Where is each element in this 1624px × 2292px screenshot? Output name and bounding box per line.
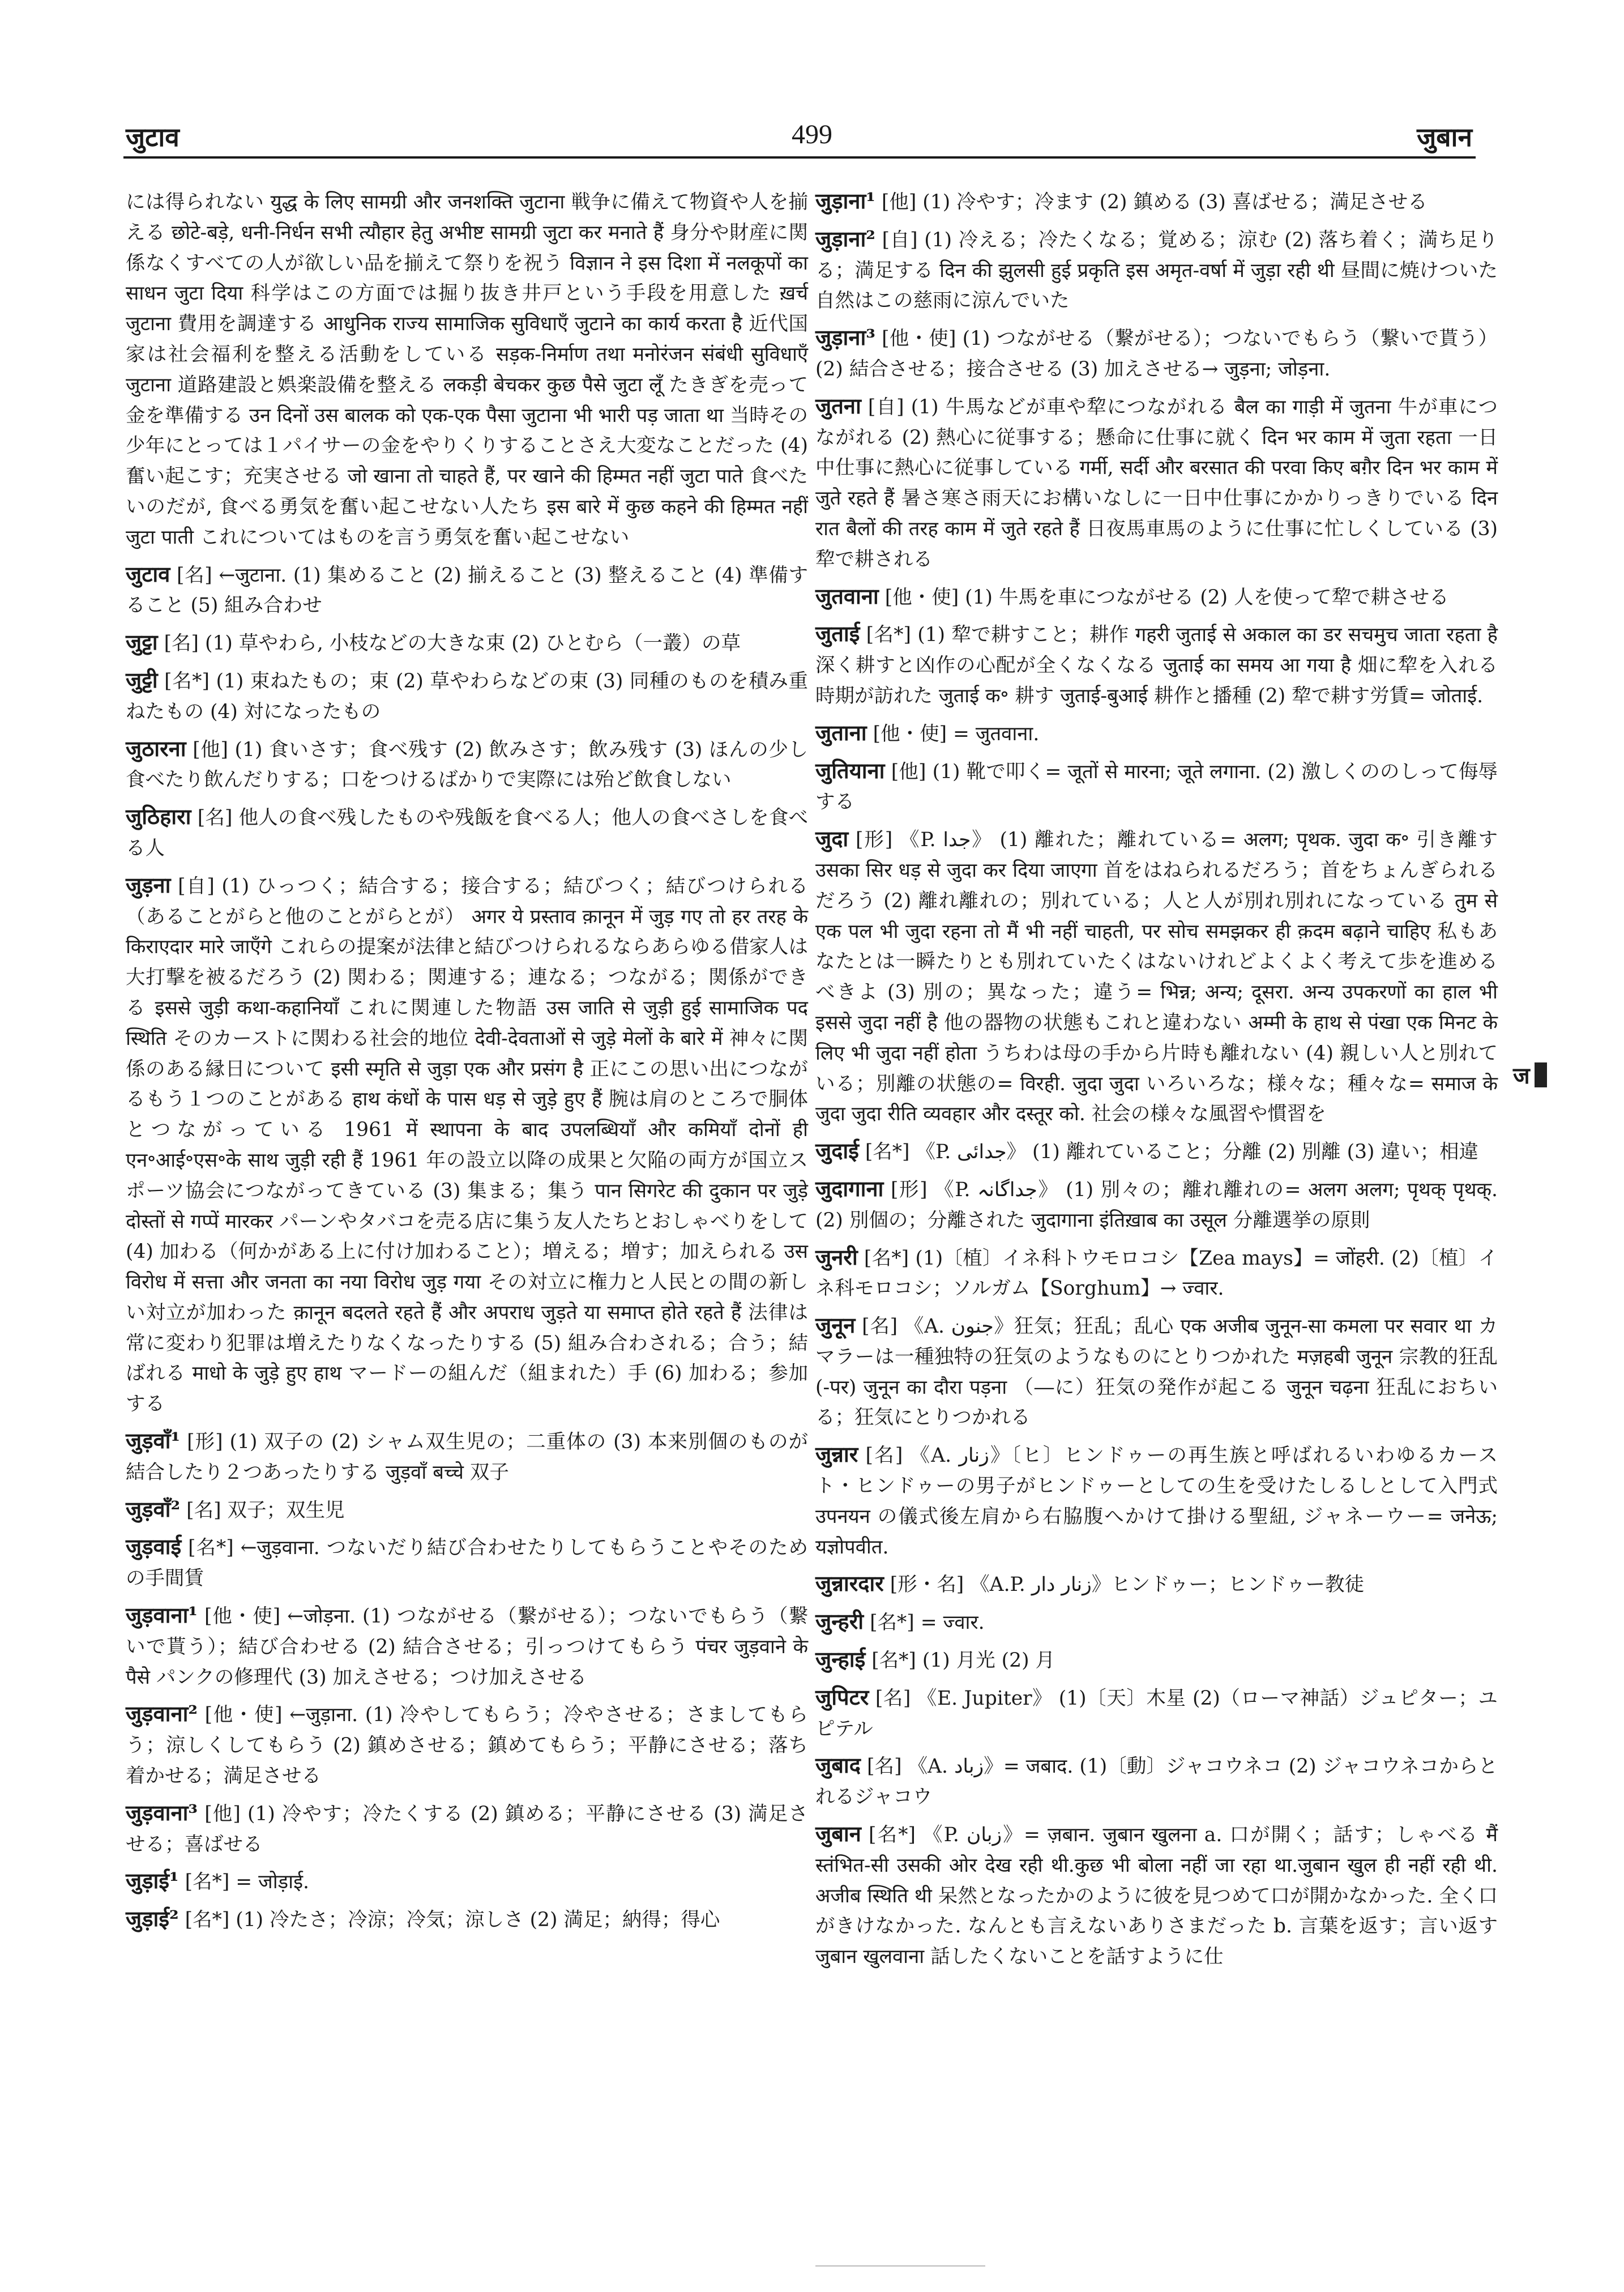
dictionary-entry xyxy=(126,186,808,553)
thumb-index-bar xyxy=(1535,1062,1547,1087)
entry-headword: जुनून xyxy=(815,1312,856,1338)
entry-definition: [他] (1) 冷やす；冷ます (2) 鎮める (3) 喜ばせる；満足させる xyxy=(881,191,1428,214)
entry-definition: [名*] = ज्वार. xyxy=(870,1611,985,1634)
dictionary-entry xyxy=(126,559,808,622)
entry-headword: जुड़वाना³ xyxy=(126,1799,198,1825)
dictionary-entry xyxy=(126,1494,808,1526)
thumb-index-tab xyxy=(1513,1059,1547,1090)
entry-definition: [名*] (1)〔植〕イネ科トウモロコシ【Zea mays】= जोंहरी. (2)〔植〕イネ科モロコシ；ソルガム【Sorghum】→ ज्वार. xyxy=(815,1247,1498,1300)
entry-headword: जुड़वाई xyxy=(126,1534,182,1560)
entry-definition: [他] (1) 冷やす；冷たくする (2) 鎮める；平静にさせる (3) 満足させる；喜ばせる xyxy=(126,1802,808,1856)
dictionary-entry xyxy=(815,1750,1498,1813)
dictionary-entry xyxy=(815,1242,1498,1305)
entry-headword: जुताई xyxy=(815,621,860,647)
dictionary-entry xyxy=(126,1698,808,1791)
entry-headword: जुतियाना xyxy=(815,757,885,783)
entry-definition: [形] 《P. جداگانہ》 (1) 別々の；離れ離れの= अलग अलग; पृथक् पृथक्. (2) 別個の；分離された जुदागाना इंतिख़ाब का उसूल 分離選挙の原則 xyxy=(815,1178,1498,1232)
dictionary-entry xyxy=(126,870,808,1420)
entry-headword: जुठारना xyxy=(126,735,186,761)
entry-headword: जुतना xyxy=(815,392,861,419)
entry-headword: जुदाई xyxy=(815,1138,859,1164)
entry-definition: [名*] 《P. جدائی》 (1) 離れていること；分離 (2) 別離 (3) 違い；相違 xyxy=(865,1141,1478,1164)
entry-definition: [名] 他人の食べ残したものや残飯を食べる人；他人の食べさしを食べる人 xyxy=(126,806,809,860)
entry-headword: जुट्टी xyxy=(126,667,158,693)
bottom-margin-line xyxy=(815,2265,985,2267)
entry-headword: जुड़वाँ² xyxy=(126,1496,181,1522)
entry-headword: जुन्हरी xyxy=(815,1608,864,1634)
dictionary-entry xyxy=(126,1866,808,1898)
dictionary-entry xyxy=(815,1682,1498,1745)
entry-headword: जुन्नार xyxy=(815,1441,858,1467)
entry-headword: जुदागाना xyxy=(815,1175,884,1201)
entry-definition: には得られない युद्ध के लिए सामग्री और जनशक्ति जुटाना 戦争に備えて物資や人を揃える छोटे-बड़े, धनी-निर्धन सभी त्यौहार हेतु अभीष्ट सामग्री जुटा कर मनाते हैं 身分や財産に関係なくすべての人が欲しい品を揃えて祭りを祝う विज्ञान ने इस दिशा में नलकूपों का साधन जुटा दिया 科学はこの方面では掘り抜き井戸という手段を用意した ख़र्च जुटाना 費用を調達する आधुनिक राज्य सामाजिक सुविधाएँ जुटाने का कार्य करता है 近代国家は社会福利を整える活動をしている सड़क-निर्माण तथा मनोरंजन संबंधी सुविधाएँ जुटाना 道路建設と娯楽設備を整える लकड़ी बेचकर कुछ पैसे जुटा लूँ たきぎを売って金を準備する उन दिनों उस बालक को एक-एक पैसा जुटाना भी भारी पड़ जाता था 当時その少年にとっては１パイサーの金をやりくりすることさえ大変なことだった (4) 奮い起こす；充実させる जो खाना तो चाहते हैं, पर खाने की हिम्मत नहीं जुटा पाते 食べたいのだが, 食べる勇気を奮い起こせない人たち इस बारे में कुछ कहने की हिम्मत नहीं जुटा पाती これについてはものを言う勇気を奮い起こせない xyxy=(126,191,808,549)
entry-headword: जुन्नारदार xyxy=(815,1570,884,1597)
entry-definition: [名*] (1) 犂で耕すこと；耕作 गहरी जुताई से अकाल का डर सचमुच जाता रहता है 深く耕すと凶作の心配が全くなくなる जुताई का समय आ गया है 畑に犂を入れる時期が訪れた जुताई क॰ 耕す जुताई-बुआई 耕作と播種 (2) 犂で耕す労賃= जोताई. xyxy=(815,624,1498,707)
dictionary-entry xyxy=(126,1425,808,1488)
entry-headword: जुपिटर xyxy=(815,1684,869,1710)
entry-headword: जुबान xyxy=(815,1821,861,1847)
dictionary-entry xyxy=(815,322,1498,385)
entry-headword: जुड़ाई² xyxy=(126,1906,179,1932)
entry-definition: [形] (1) 双子の (2) シャム双生児の；二重体の (3) 本来別個のものが結合したり２つあったりする जुड़वाँ बच्चे 双子 xyxy=(126,1431,809,1484)
entry-headword: जुड़ाना³ xyxy=(815,325,875,351)
entry-definition: [名*] (1) 束ねたもの；束 (2) 草やわらなどの束 (3) 同種のものを積み重ねたもの (4) 対になったもの xyxy=(126,669,809,723)
dictionary-entry xyxy=(815,756,1498,818)
entry-definition: [自] (1) 冷える；冷たくなる；覚める；涼む (2) 落ち着く；満ち足りる；満足する दिन की झुलसी हुई प्रकृति इस अमृत-वर्षा में जुड़ा रही थी 昼間に焼けついた自然はこの慈雨に涼んでいた xyxy=(815,228,1498,313)
dictionary-entry xyxy=(126,1600,808,1693)
entry-definition: [自] (1) ひっつく；結合する；接合する；結びつく；結びつけられる（あることがらと他のことがらとが） अगर ये प्रस्ताव क़ानून में जुड़ गए तो हर तरह के किराएदार मारे जाएँगे これらの提案が法律と結びつけられるならあらゆる借家人は大打撃を被るだろう (2) 関わる；関連する；連なる；つながる；関係ができる इससे जुड़ी कथा-कहानियाँ これに関連した物語 उस जाति से जुड़ी हुई सामाजिक पद स्थिति そのカーストに関わる社会的地位 देवी-देवताओं से जुड़े मेलों के बारे में 神々に関係のある縁日について इसी स्मृति से जुड़ा एक और प्रसंग है 正にこの思い出につながるもう１つのことがある हाथ कंधों के पास धड़ से जुड़े हुए हैं 腕は肩のところで胴体とつながっている 1961 में स्थापना के बाद उपलब्धियाँ और कमियाँ दोनों ही एन॰आई॰एस॰के साथ जुड़ी रही हैं 1961 年の設立以降の成果と欠陥の両方が国立スポーツ協会につながってきている (3) 集まる；集う पान सिगरेट की दुकान पर जुड़े दोस्तों से गप्पें मारकर パーンやタバコを売る店に集う友人たちとおしゃべりをして (4) 加わる（何かがある上に付け加わること）；増える；増す；加えられる उस विरोध में सत्ता और जनता का नया विरोध जुड़ गया その対立に権力と人民との間の新しい対立が加わった क़ानून बदलते रहते हैं और अपराध जुड़ते या समाप्त होते रहते हैं 法律は常に変わり犯罪は増えたりなくなったりする (5) 組み合わされる；合う；結ばれる माधो के जुड़े हुए हाथ マードーの組んだ（組まれた）手 (6) 加わる；参加する xyxy=(126,874,809,1416)
entry-headword: जुन्हाई xyxy=(815,1646,866,1672)
entry-headword: जुड़ाना¹ xyxy=(815,188,875,214)
entry-definition: [他] (1) 食いさす；食べ残す (2) 飲みさす；飲み残す (3) ほんの少し食べたり飲んだりする；口をつけるばかりで実際には殆ど飲食しない xyxy=(126,738,809,792)
entry-headword: जुनरी xyxy=(815,1244,858,1270)
left-column xyxy=(126,186,808,1941)
header-rule xyxy=(123,156,1476,159)
dictionary-entry xyxy=(126,1531,808,1594)
dictionary-entry xyxy=(815,581,1498,613)
entry-definition: [名*] 《P. زبان》= ज़बान. जुबान खुलना a. 口が開く；話す；しゃべる मैं स्तंभित-सी उसकी ओर देख रही थी.कुछ भी बोला नहीं जा रहा था.जुबान खुल ही नहीं रही थी. अजीब स्थिति थी 呆然となったかのように彼を見つめて口が開かなかった. 全く口がきけなかった. なんとも言えないありさまだった b. 言葉を返す；言い返す जुबान खुलवाना 話したくないことを話すように仕 xyxy=(815,1824,1498,1969)
page-number: 499 xyxy=(792,119,832,150)
dictionary-entry xyxy=(815,618,1498,711)
dictionary-entry xyxy=(815,1439,1498,1563)
dictionary-entry xyxy=(815,1819,1498,1973)
entry-definition: [形] 《P. جدا》 (1) 離れた；離れている= अलग; पृथक. जुदा क॰ 引き離す उसका सिर धड़ से जुदा कर दिया जाएगा 首をはねられるだろう；首をちょんぎられるだろう (2) 離れ離れの；別れている；人と人が別れ別れになっている तुम से एक पल भी जुदा रहना तो मैं भी नहीं चाहती, पर सोच समझकर ही क़दम बढ़ाने चाहिए 私もあなたとは一瞬たりとも別れていたくはないけれどよくよく考えて歩を進めるべきよ (3) 別の；異なった；違う= भिन्न; अन्य; दूसरा. अन्य उपकरणों का हाल भी इससे जुदा नहीं है 他の器物の状態もこれと違わない अम्मी के हाथ से पंखा एक मिनट के लिए भी जुदा नहीं होता うちわは母の手から片時も離れない (4) 親しい人と別れている；別離の状態の= विरही. जुदा जुदा いろいろな；様々な；種々な= समाज के जुदा जुदा रीति व्यवहार और दस्तूर को. 社会の様々な風習や慣習を xyxy=(815,829,1498,1126)
entry-definition: [他・使] ←जुड़ाना. (1) 冷やしてもらう；冷やさせる；さましてもらう；涼しくしてもらう (2) 鎮めさせる；鎮めてもらう；平静にさせる；落ち着かせる；満足させる xyxy=(126,1704,808,1788)
dictionary-entry xyxy=(126,801,808,864)
entry-headword: जुड़ना xyxy=(126,872,171,898)
entry-definition: [名] 《A. زباد》= जबाद. (1)〔動〕ジャコウネコ (2) ジャコウネコからとれるジャコウ xyxy=(815,1755,1498,1809)
entry-definition: [名] 《A. زنار》〔ヒ〕ヒンドゥーの再生族と呼ばれるいわゆるカースト・ヒンドゥーの男子がヒンドゥーとしての生を受けたしるしとして入門式 उपनयन の儀式後左肩から右脇腹へかけて掛ける聖紐, ジャネーウー= जनेऊ; यज्ञोपवीत. xyxy=(815,1444,1498,1559)
dictionary-entry xyxy=(815,224,1498,317)
entry-definition: [形・名] 《A.P. زنار دار》ヒンドゥー；ヒンドゥー教徒 xyxy=(890,1573,1365,1597)
entry-definition: [名] 《A. جنون》狂気；狂乱；乱心 एक अजीब जुनून-सा कमला पर सवार था カマラーは一種独特の狂気のようなものにとりつかれた मज़हबी जुनून 宗教的狂乱 (-पर) जुनून का दौरा पड़ना （―に）狂気の発作が起こる जुनून चढ़ना 狂乱におちいる；狂気にとりつかれる xyxy=(815,1315,1498,1429)
entry-headword: जुड़ाई¹ xyxy=(126,1868,179,1894)
thumb-index-letter: ज xyxy=(1513,1062,1530,1089)
dictionary-entry xyxy=(126,1798,808,1860)
dictionary-entry xyxy=(815,823,1498,1130)
entry-headword: जुड़वाना¹ xyxy=(126,1602,198,1628)
dictionary-entry xyxy=(815,1606,1498,1638)
dictionary-entry xyxy=(815,1310,1498,1433)
entry-definition: [自] (1) 牛馬などが車や犂につながれる बैल का गाड़ी में जुतना 牛が車につながれる (2) 熱心に従事する；懸命に仕事に就く दिन भर काम में जुता रहता 一日中仕事に熱心に従事している गर्मी, सर्दी और बरसात की परवा किए बग़ैर दिन भर काम में जुते रहते हैं 暑さ寒さ雨天にお構いなしに一日中仕事にかかりっきりでいる दिन रात बैलों की तरह काम में जुते रहते हैं 日夜馬車馬のように仕事に忙しくしている (3) 犂で耕される xyxy=(815,395,1498,571)
entry-headword: जुताना xyxy=(815,719,867,745)
entry-definition: [名*] (1) 月光 (2) 月 xyxy=(871,1649,1055,1672)
dictionary-entry xyxy=(126,733,808,796)
entry-definition: [名] 《E. Jupiter》 (1)〔天〕木星 (2)（ローマ神話）ジュピター；ユピテル xyxy=(815,1687,1498,1740)
entry-headword: जुदा xyxy=(815,826,849,852)
dictionary-entry xyxy=(126,1903,808,1936)
entry-definition: [名] 双子；双生児 xyxy=(186,1499,345,1522)
entry-headword: जुड़वाना² xyxy=(126,1701,198,1727)
entry-headword: जुबाद xyxy=(815,1752,861,1778)
dictionary-entry xyxy=(126,665,808,728)
entry-headword: जुट्टा xyxy=(126,629,158,655)
dictionary-entry xyxy=(126,627,808,659)
entry-headword: जुटाव xyxy=(126,561,170,587)
right-column xyxy=(815,186,1498,1978)
entry-definition: [他] (1) 靴で叩く= जूतों से मारना; जूते लगाना. (2) 激しくののしって侮辱する xyxy=(815,760,1498,814)
dictionary-entry xyxy=(815,1644,1498,1676)
dictionary-entry xyxy=(815,1173,1498,1236)
entry-headword: जुड़वाँ¹ xyxy=(126,1428,181,1454)
entry-definition: [他・使] (1) 牛馬を車につながせる (2) 人を使って犂で耕させる xyxy=(884,586,1449,609)
entry-definition: [他・使] = जुतवाना. xyxy=(873,722,1040,745)
entry-definition: [他・使] (1) つながせる（繋がせる）；つないでもらう（繋いで貰う） (2) 結合させる；接合させる (3) 加えさせる→ जुड़ना; जोड़ना. xyxy=(815,327,1498,381)
dictionary-entry xyxy=(815,391,1498,575)
dictionary-entry xyxy=(815,1136,1498,1168)
entry-definition: [名] (1) 草やわら, 小枝などの大きな束 (2) ひとむら（一叢）の草 xyxy=(164,632,741,655)
entry-definition: [名*] (1) 冷たさ；冷涼；冷気；涼しさ (2) 満足；納得；得心 xyxy=(185,1909,720,1932)
dictionary-entry xyxy=(815,186,1498,218)
entry-definition: [名*] ←जुड़वाना. つないだり結び合わせたりしてもらうことやそのための手間賃 xyxy=(126,1536,808,1590)
entry-headword: जुड़ाना² xyxy=(815,225,875,251)
header-guide-word-right: जुबान xyxy=(1417,122,1472,152)
entry-headword: जुठिहारा xyxy=(126,804,191,830)
header-guide-word-left: जुटाव xyxy=(126,122,180,152)
entry-definition: [名*] = जोड़ाई. xyxy=(185,1871,309,1894)
dictionary-entry xyxy=(815,1568,1498,1600)
dictionary-entry xyxy=(815,718,1498,750)
entry-definition: [他・使] ←जोड़ना. (1) つながせる（繋がせる）；つないでもらう（繋いで貰う）；結び合わせる (2) 結合させる；引っつけてもらう पंचर जुड़वाने के पैसे パンクの修理代 (3) 加えさせる；つけ加えさせる xyxy=(126,1605,808,1689)
entry-headword: जुतवाना xyxy=(815,583,879,609)
entry-definition: [名] ←जुटाना. (1) 集めること (2) 揃えること (3) 整えること (4) 準備すること (5) 組み合わせ xyxy=(126,564,808,617)
